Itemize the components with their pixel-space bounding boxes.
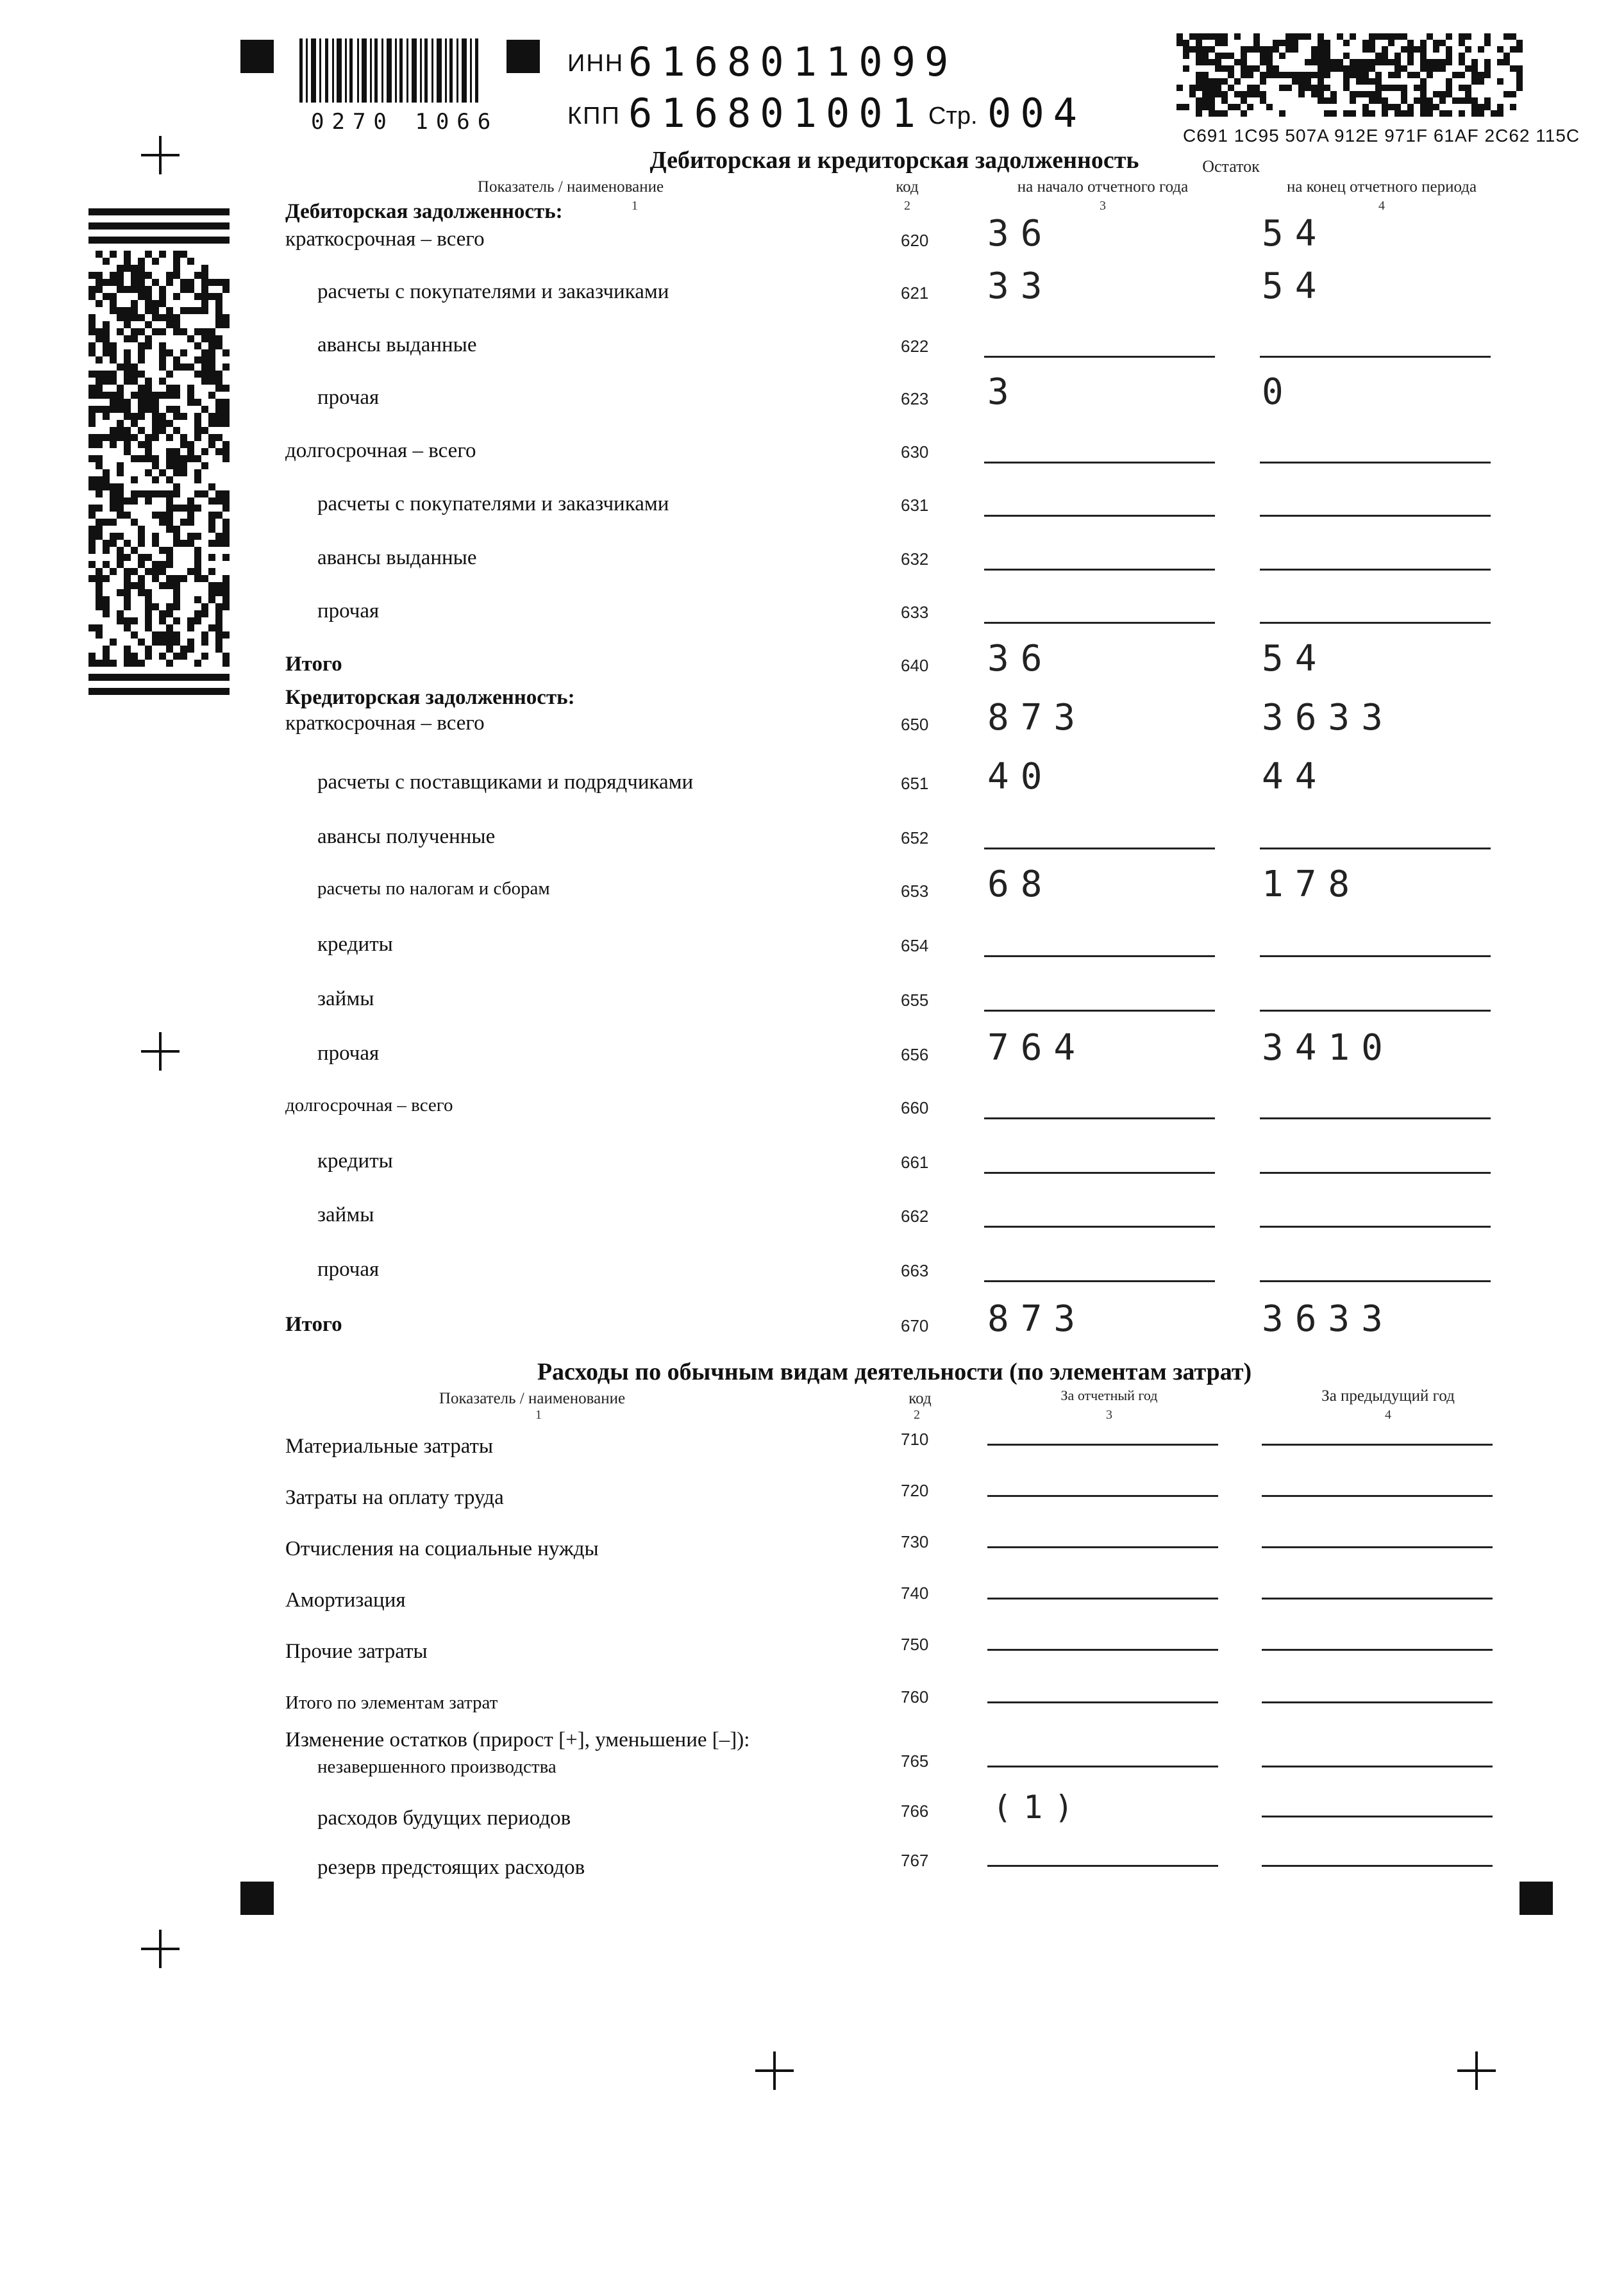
row-code: 760 (901, 1687, 929, 1707)
row-label: Материальные затраты (285, 1435, 494, 1458)
col-number: 4 (1385, 1408, 1391, 1422)
crosshair-icon (1457, 2051, 1496, 2090)
row-label: расчеты по налогам и сборам (317, 878, 550, 899)
row-code: 766 (901, 1801, 929, 1821)
row-code: 660 (901, 1098, 929, 1117)
row-code: 750 (901, 1635, 929, 1654)
value-current: (1) (992, 1789, 1085, 1826)
blank-line-previous (1262, 1546, 1493, 1548)
row-label: займы (317, 1203, 374, 1226)
value-start: 40 (987, 756, 1054, 798)
blank-line-end (1260, 356, 1491, 358)
barcode-2d-icon (88, 208, 230, 702)
row-code: 633 (901, 603, 929, 622)
row-label: авансы полученные (317, 825, 496, 848)
value-start: 68 (987, 864, 1054, 905)
row-label: прочая (317, 1042, 380, 1065)
inn-value: 6168011099 (628, 38, 958, 85)
col-end-header: на конец отчетного периода (1286, 178, 1477, 196)
row-code: 767 (901, 1851, 929, 1870)
value-start: 873 (987, 697, 1087, 739)
col-code-header: код (896, 178, 919, 196)
row-label: долгосрочная – всего (285, 1095, 453, 1115)
row-label: Итого (285, 653, 342, 676)
row-code: 656 (901, 1045, 929, 1064)
kpp-value: 616801001 (628, 90, 925, 137)
row-code: 632 (901, 549, 929, 569)
row-label: авансы выданные (317, 546, 477, 569)
linear-barcode (298, 38, 484, 109)
barcode-icon (298, 38, 484, 109)
page-label: Стр. (928, 103, 978, 129)
col-previous-header: За предыдущий год (1321, 1387, 1455, 1405)
blank-line-start (984, 848, 1215, 849)
blank-line-end (1260, 569, 1491, 571)
registration-square-top-left (240, 40, 274, 73)
blank-line-previous (1262, 1865, 1493, 1867)
registration-square-top-mid (506, 40, 540, 73)
blank-line-previous (1262, 1495, 1493, 1497)
row-label: резерв предстоящих расходов (317, 1856, 585, 1879)
col-number: 4 (1378, 199, 1385, 213)
row-code: 662 (901, 1207, 929, 1226)
value-start: 36 (987, 638, 1054, 680)
blank-line-current (987, 1649, 1218, 1651)
row-code: 652 (901, 828, 929, 848)
col-number: 3 (1106, 1408, 1112, 1422)
row-label: незавершенного производства (317, 1757, 557, 1777)
value-end: 44 (1262, 756, 1328, 798)
blank-line-start (984, 622, 1215, 624)
blank-line-end (1260, 1280, 1491, 1282)
row-label: Отчисления на социальные нужды (285, 1537, 599, 1560)
row-code: 640 (901, 656, 929, 675)
row-label: Итого (285, 1313, 342, 1336)
row-label: краткосрочная – всего (285, 712, 485, 735)
row-label: кредиты (317, 1149, 393, 1173)
hash-code: C691 1C95 507A 912E 971F 61AF 2C62 115C (1183, 126, 1580, 146)
blank-line-current (987, 1444, 1218, 1446)
blank-line-previous (1262, 1701, 1493, 1703)
page-value: 004 (987, 90, 1086, 137)
blank-line-current (987, 1546, 1218, 1548)
blank-line-previous (1262, 1816, 1493, 1817)
blank-line-current (987, 1701, 1218, 1703)
row-label: расчеты с поставщиками и подрядчиками (317, 771, 694, 794)
blank-line-end (1260, 955, 1491, 957)
row-label: займы (317, 987, 374, 1010)
row-code: 623 (901, 389, 929, 408)
row-label: прочая (317, 386, 380, 409)
row-code: 765 (901, 1751, 929, 1771)
value-start: 36 (987, 213, 1054, 255)
blank-line-end (1260, 622, 1491, 624)
registration-square-bottom-left (240, 1882, 274, 1915)
row-label: прочая (317, 599, 380, 622)
registration-square-bottom-right (1519, 1882, 1553, 1915)
row-code: 631 (901, 496, 929, 515)
row-code: 653 (901, 881, 929, 901)
blank-line-current (987, 1495, 1218, 1497)
blank-line-end (1260, 1117, 1491, 1119)
value-start: 3 (987, 371, 1021, 413)
row-label: Дебиторская задолженность: (285, 200, 563, 223)
blank-line-current (987, 1766, 1218, 1767)
col-indicator-header: Показатель / наименование (439, 1390, 626, 1407)
crosshair-icon (141, 1930, 180, 1968)
row-label: Итого по элементам затрат (285, 1692, 498, 1713)
value-end: 54 (1262, 265, 1328, 307)
row-label: расчеты с покупателями и заказчиками (317, 492, 669, 515)
blank-line-start (984, 1172, 1215, 1174)
row-code: 663 (901, 1261, 929, 1280)
col-number: 2 (914, 1408, 920, 1422)
blank-line-previous (1262, 1649, 1493, 1651)
row-label: долгосрочная – всего (285, 439, 476, 462)
value-start: 33 (987, 265, 1054, 307)
blank-line-start (984, 1280, 1215, 1282)
row-label: Кредиторская задолженность: (285, 686, 575, 709)
blank-line-end (1260, 1010, 1491, 1012)
blank-line-current (987, 1598, 1218, 1600)
row-label: краткосрочная – всего (285, 228, 485, 251)
row-label: расходов будущих периодов (317, 1807, 571, 1830)
blank-line-start (984, 1010, 1215, 1012)
col-current-header: За отчетный год (1060, 1387, 1158, 1403)
pdf417-barcode-top (1176, 33, 1523, 117)
inn-label: ИНН (567, 50, 624, 77)
value-start: 873 (987, 1298, 1087, 1340)
col-indicator-header: Показатель / наименование (477, 178, 664, 196)
row-label: расчеты с покупателями и заказчиками (317, 280, 669, 303)
blank-line-start (984, 1226, 1215, 1228)
row-code: 654 (901, 936, 929, 955)
row-code: 661 (901, 1153, 929, 1172)
row-code: 630 (901, 442, 929, 462)
blank-line-end (1260, 848, 1491, 849)
kpp-label: КПП (567, 103, 621, 129)
receivables-section-title: Дебиторская и кредиторская задолженность (649, 147, 1139, 174)
value-end: 3410 (1262, 1027, 1394, 1069)
crosshair-icon (141, 1032, 180, 1071)
col-number: 3 (1100, 199, 1106, 213)
col-number: 1 (632, 199, 638, 213)
row-code: 720 (901, 1481, 929, 1500)
blank-line-start (984, 955, 1215, 957)
row-code: 710 (901, 1430, 929, 1449)
value-end: 3633 (1262, 1298, 1394, 1340)
barcode-2d-icon (1176, 33, 1523, 117)
pdf417-barcode-left (88, 208, 230, 702)
blank-line-previous (1262, 1444, 1493, 1446)
value-end: 0 (1262, 371, 1295, 413)
row-label: Затраты на оплату труда (285, 1486, 504, 1509)
blank-line-current (987, 1865, 1218, 1867)
crosshair-icon (755, 2051, 794, 2090)
value-end: 3633 (1262, 697, 1394, 739)
value-start: 764 (987, 1027, 1087, 1069)
row-code: 655 (901, 990, 929, 1010)
row-code: 740 (901, 1583, 929, 1603)
expenses-section-title: Расходы по обычным видам деятельности (по элементам затрат) (537, 1358, 1252, 1385)
row-code: 621 (901, 283, 929, 303)
row-code: 620 (901, 231, 929, 250)
col-number: 1 (535, 1408, 542, 1422)
blank-line-end (1260, 1172, 1491, 1174)
row-code: 622 (901, 337, 929, 356)
row-code: 730 (901, 1532, 929, 1551)
col-number: 2 (904, 199, 910, 213)
blank-line-end (1260, 462, 1491, 464)
row-label: Прочие затраты (285, 1640, 428, 1663)
blank-line-start (984, 356, 1215, 358)
row-label: Изменение остатков (прирост [+], уменьшение [–]): (285, 1728, 750, 1751)
value-end: 54 (1262, 638, 1328, 680)
blank-line-start (984, 1117, 1215, 1119)
row-label: прочая (317, 1258, 380, 1281)
blank-line-end (1260, 1226, 1491, 1228)
row-code: 670 (901, 1316, 929, 1335)
barcode-number: 0270 1066 (311, 109, 499, 135)
balance-group-header: Остаток (1202, 157, 1260, 176)
blank-line-start (984, 462, 1215, 464)
row-label: кредиты (317, 933, 393, 956)
blank-line-end (1260, 515, 1491, 517)
blank-line-previous (1262, 1766, 1493, 1767)
value-end: 54 (1262, 213, 1328, 255)
crosshair-icon (141, 136, 180, 174)
row-label: Амортизация (285, 1589, 406, 1612)
blank-line-start (984, 569, 1215, 571)
blank-line-start (984, 515, 1215, 517)
row-code: 650 (901, 715, 929, 734)
col-start-header: на начало отчетного года (1017, 178, 1189, 196)
row-code: 651 (901, 774, 929, 793)
value-end: 178 (1262, 864, 1362, 905)
blank-line-previous (1262, 1598, 1493, 1600)
row-label: авансы выданные (317, 333, 477, 356)
col-code-header: код (908, 1390, 932, 1407)
